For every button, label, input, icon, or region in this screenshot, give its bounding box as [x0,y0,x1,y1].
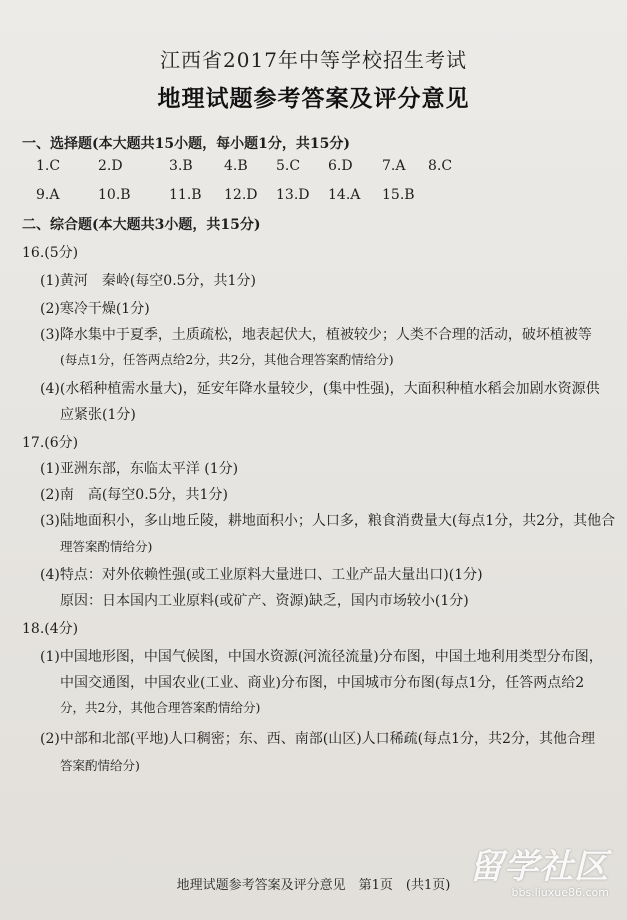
q16-answer-4: (4)(水稻种植需水量大)，延安年降水量较少，(集中性强)，大面积种植水稻会加剧水资源供 [40,381,600,397]
page-footer: 地理试题参考答案及评分意见 第1页 (共1页) [176,878,451,893]
answer-13: 13.D [276,187,310,203]
q16-answer-1: (1)黄河 秦岭(每空0.5分，共1分) [40,273,256,289]
q17-answer-3-cont: 理答案酌情给分) [60,539,153,554]
answer-7: 7.A [382,158,406,174]
q16-answer-2: (2)寒冷干燥(1分) [40,301,150,317]
q18-answer-1-cont: 中国交通图，中国农业(工业、商业)分布图，中国城市分布图(每点1分，任答两点给2 [60,675,585,691]
q18-answer-1-cont2: 分，共2分，其他合理答案酌情给分) [60,700,261,715]
q17-label: 17.(6分) [22,435,79,451]
q18-answer-2: (2)中部和北部(平地)人口稠密；东、西、南部(山区)人口稀疏(每点1分，共2分，其他合理 [40,731,595,747]
q16-answer-4-cont: 应紧张(1分) [60,407,136,423]
watermark-brand: 留学社区 [469,847,609,887]
answer-5: 5.C [276,158,301,174]
q17-answer-3: (3)陆地面积小，多山地丘陵，耕地面积小；人口多，粮食消费量大(每点1分，共2分，其他合 [40,513,616,529]
answer-14: 14.A [328,187,361,203]
q16-label: 16.(5分) [22,245,79,261]
answer-2: 2.D [98,158,123,174]
answer-8: 8.C [428,158,453,174]
q16-answer-3-note: (每点1分，任答两点给2分，共2分，其他合理答案酌情给分) [60,352,394,367]
exam-title: 江西省2017年中等学校招生考试 [160,48,467,72]
q16-answer-3: (3)降水集中于夏季，土质疏松，地表起伏大，植被较少；人类不合理的活动，破坏植被等 [40,327,592,343]
answer-10: 10.B [98,187,131,203]
q18-answer-1: (1)中国地形图，中国气候图，中国水资源(河流径流量)分布图，中国土地利用类型分布图， [40,649,603,665]
q17-answer-4: (4)特点：对外依赖性强(或工业原料大量进口、工业产品大量出口)(1分) [40,567,483,583]
q18-label: 18.(4分) [22,621,79,637]
document-title: 地理试题参考答案及评分意见 [157,85,470,112]
q18-answer-2-cont: 答案酌情给分) [60,758,140,773]
answer-12: 12.D [224,187,258,203]
watermark-url: bbs.liuxue86.com [511,886,609,899]
section1-heading: 一、选择题(本大题共15小题，每小题1分，共15分) [22,136,350,152]
answer-3: 3.B [169,158,193,174]
q17-answer-1: (1)亚洲东部，东临太平洋 (1分) [40,461,239,477]
answer-15: 15.B [382,187,415,203]
section2-heading: 二、综合题(本大题共3小题，共15分) [22,217,261,233]
answer-9: 9.A [36,187,60,203]
q17-answer-4-cont: 原因：日本国内工业原料(或矿产、资源)缺乏，国内市场较小(1分) [60,593,469,609]
answer-11: 11.B [169,187,202,203]
answer-6: 6.D [328,158,353,174]
answer-1: 1.C [36,158,61,174]
q17-answer-2: (2)南 高(每空0.5分，共1分) [40,487,228,503]
answer-4: 4.B [224,158,248,174]
site-watermark-logo [469,848,609,899]
